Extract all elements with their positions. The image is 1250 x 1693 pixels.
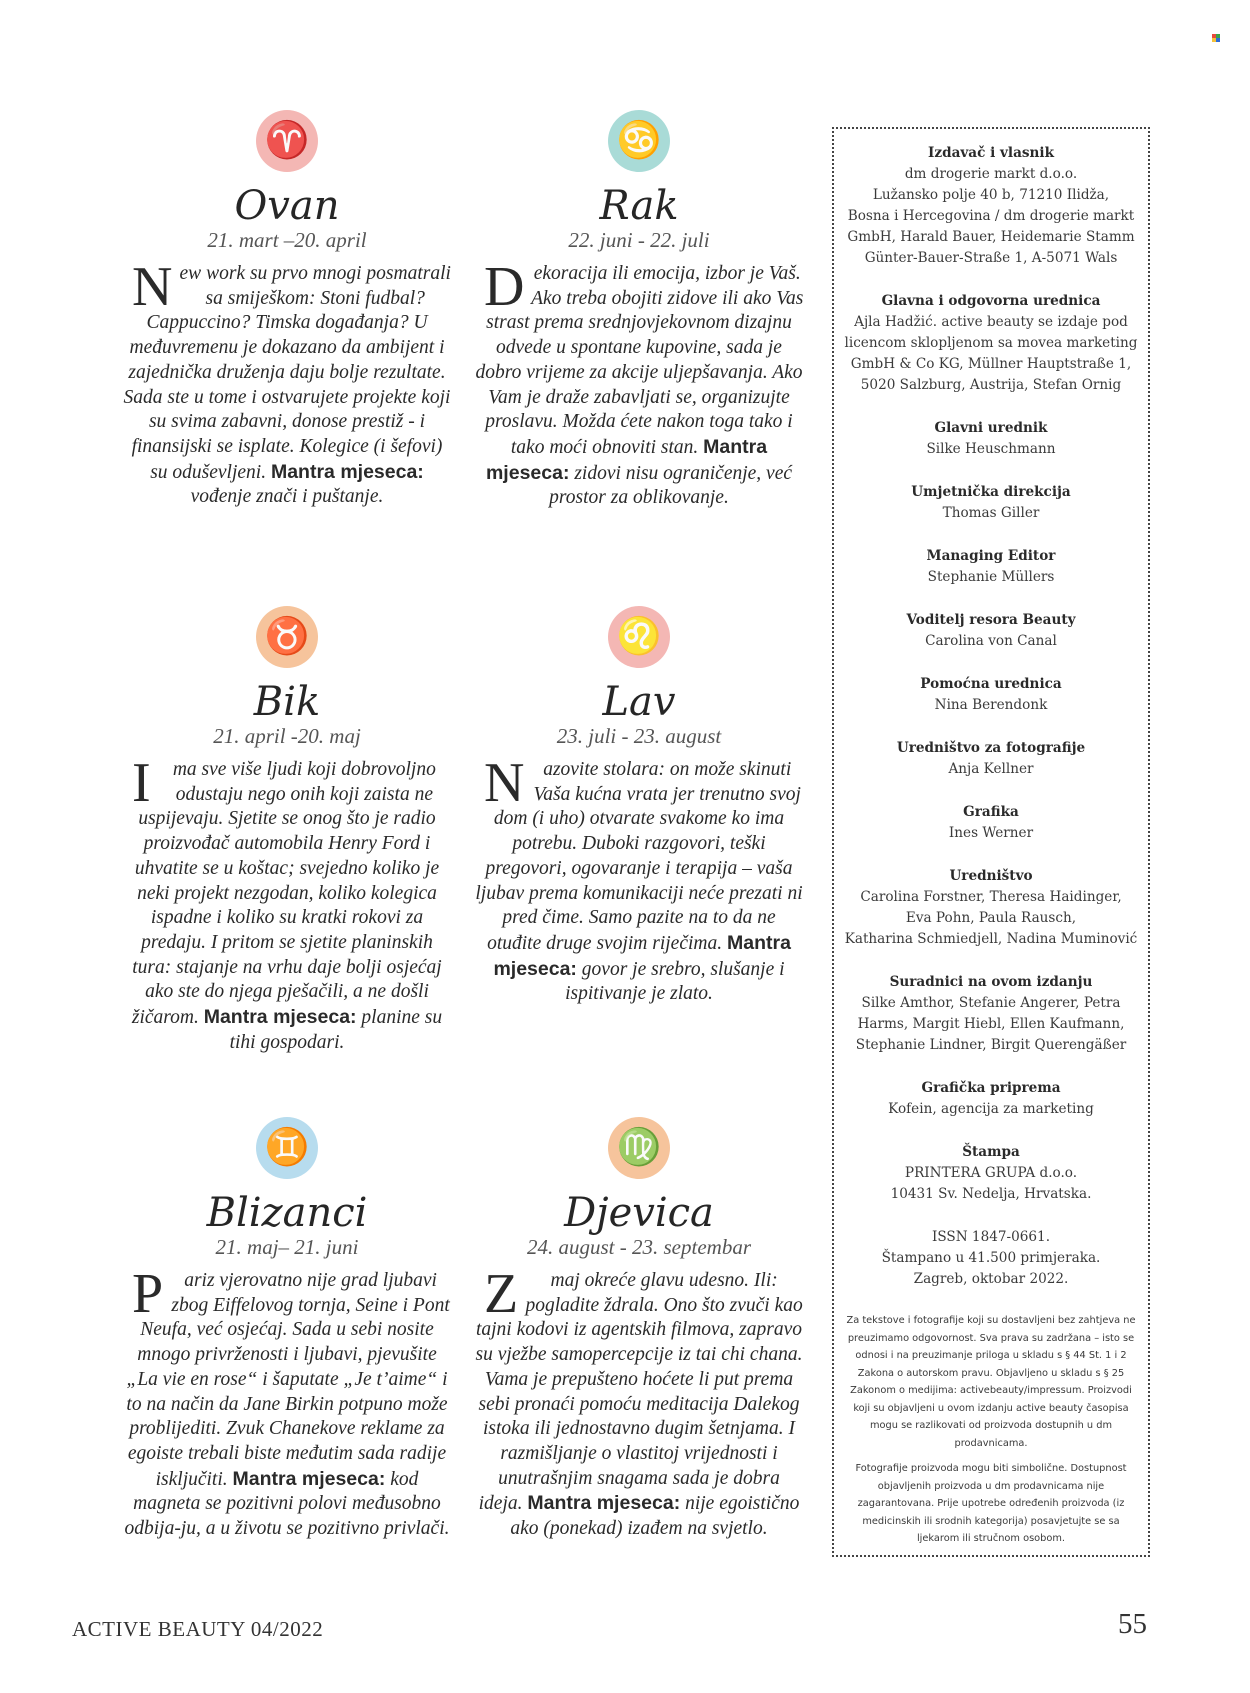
imprint-line: licencom sklopljenom sa movea marketing (844, 335, 1138, 351)
sign-name: Bik (253, 679, 321, 725)
sign-text: Dekoracija ili emocija, izbor je Vaš. Ako treba obojiti zidove ili ako Vas strast prema srednjovjekovnom dizajnu odvede u spontane kupovine, sada je dobro vrijeme za akcije uljepšavanja. Ako Vam je draže zabavljati se, organizujte proslavu. Možda ćete nakon toga tako i tako moći obnoviti stan. Mantra mjeseca: zidovi nisu ograničenje, već prostor za oblikovanje. (475, 256, 804, 509)
imprint-line: Eva Pohn, Paula Rausch, (905, 910, 1077, 926)
mantra-text: vođenje znači i puštanje. (190, 486, 384, 508)
imprint-line: Kofein, agencija za marketing (888, 1101, 1094, 1117)
imprint-line: Harms, Margit Hiebl, Ellen Kaufmann, (857, 1016, 1125, 1032)
sign-text: Nazovite stolara: on može skinuti Vaša kućna vrata jer trenutno svoj dom (i uho) otvarate svakome ko ima potrebu. Duboki razgovori, teški pregovori, ogovaranje i terapija – vaša ljubav prema komunikaciji neće prezati ni pred čime. Samo pazite na to da ne otuđite druge svojim riječima. Mantra mjeseca: govor je srebro, slušanje i ispitivanje je zlato. (475, 752, 803, 1005)
imprint-title: Glavni urednik (934, 420, 1048, 436)
mantra-label: Mantra mjeseca: (527, 1492, 681, 1515)
imprint-line: 10431 Sv. Nedelja, Hrvatska. (890, 1186, 1092, 1202)
imprint-block (834, 1142, 1148, 1205)
imprint-title: Uredništvo (949, 868, 1033, 884)
imprint-title: Umjetnička direkcija (911, 484, 1071, 500)
imprint-block (834, 1227, 1148, 1290)
cancer-icon: ♋ (608, 110, 670, 172)
imprint-line: dm drogerie markt d.o.o. (904, 166, 1078, 182)
imprint-block (834, 738, 1148, 780)
sign-text: P ariz vjerovatno nije grad ljubavi zbog Eiffelovog tornja, Seine i Pont Neufa, već osjećaj. Sada u sebi nosite mnogo privrženosti i ljubavi, pjevušite „La vie en rose“ i šaputate „Je t’aime“ i to na način da Jane Birkin potpuno može problijediti. Zvuk Chanekove reklame za egoiste trebali biste međutim sada radije isključiti. Mantra mjeseca: kod magneta se pozitivni polovi međusobno odbija-ju, a u životu se pozitivno privlači. (124, 1263, 450, 1540)
sign-text: I ma sve više ljudi koji dobrovoljno odustaju nego onih koji zaista ne uspijevaju. Sjetite se onog što je radio proizvođač automobila Henry Ford i uhvatite se u koštac; svejedno koliko je neki projekt nezgodan, koliko kolegica ispadne i koliko su kratki rokovi za predaju. I pritom se sjetite planinskih tura: stajanje na vrhu daje bolji osjećaj ako ste do njega pješačili, a ne došli žičarom. Mantra mjeseca: planine su tihi gospodari. (131, 752, 443, 1053)
sign-bik (122, 606, 452, 1055)
sign-dates: 23. juli - 23. august (556, 724, 722, 748)
imprint-title: Štampa (962, 1144, 1020, 1160)
imprint-block (834, 418, 1148, 460)
imprint-title: Suradnici na ovom izdanju (889, 974, 1093, 990)
imprint-title: Grafika (963, 804, 1019, 820)
imprint-line: Bosna i Hercegovina / dm drogerie markt (847, 208, 1135, 224)
sign-rak (474, 110, 804, 511)
imprint-title: Managing Editor (926, 548, 1056, 564)
imprint-title: Izdavač i vlasnik (928, 145, 1054, 161)
imprint-line: PRINTERA GRUPA d.o.o. (904, 1165, 1078, 1181)
imprint-block (834, 1078, 1148, 1120)
imprint-block (834, 143, 1148, 269)
sign-djevica (474, 1117, 804, 1542)
imprint-line: Thomas Giller (942, 505, 1040, 521)
imprint-line: Günter-Bauer-Straße 1, A-5071 Wals (864, 250, 1118, 266)
imprint-block (834, 802, 1148, 844)
drop-cap: Z (484, 1263, 519, 1325)
imprint-title: Pomoćna urednica (920, 676, 1062, 692)
sign-dates: 22. juni - 22. juli (568, 228, 710, 252)
mantra-text: nije egoistično ako (ponekad) izađem na svjetlo. (510, 1493, 800, 1540)
sign-name: Djevica (564, 1190, 714, 1236)
imprint-line: Zagreb, oktobar 2022. (913, 1271, 1069, 1287)
imprint-block (834, 610, 1148, 652)
taurus-icon: ♉ (256, 606, 318, 668)
imprint-block (834, 866, 1148, 950)
imprint-line: Stephanie Müllers (927, 569, 1055, 585)
imprint-title: Grafička priprema (921, 1080, 1061, 1096)
aries-icon: ♈ (256, 110, 318, 172)
sign-text: New work su prvo mnogi posmatrali sa smiješkom: Stoni fudbal? Cappuccino? Timska događanja? U međuvremenu je dokazano da ambijent i zajednička druženja daju bolje rezultate. Sada ste u tome i ostvarujete projekte koji su svima zabavni, donose prestiž - i finansijski se isplate. Kolegice (i šefovi) su oduševljeni. Mantra mjeseca: vođenje znači i puštanje. (123, 256, 451, 508)
sign-name: Rak (599, 183, 679, 229)
mantra-text: planine su tihi gospodari. (229, 1007, 443, 1053)
imprint-title: Uredništvo za fotografije (896, 740, 1086, 756)
imprint-block (834, 674, 1148, 716)
imprint-line: GmbH, Harald Bauer, Heidemarie Stamm (847, 229, 1135, 245)
imprint-line: Štampano u 41.500 primjeraka. (881, 1250, 1101, 1266)
imprint-block (834, 972, 1148, 1056)
imprint-block (834, 546, 1148, 588)
imprint-list (834, 143, 1148, 1290)
imprint-line: 5020 Salzburg, Austrija, Stefan Ornig (860, 377, 1122, 393)
mantra-text: zidovi nisu ograničenje, već prostor za oblikovanje. (549, 462, 793, 509)
mantra-label: Mantra mjeseca: (203, 1006, 357, 1029)
sign-blizanci (122, 1117, 452, 1542)
disclaimer-text: Fotografije proizvoda mogu biti simbolične. Dostupnost objavljenih proizvoda u dm prodavnicama nije zagarantovana. Prije upotrebe određenih proizvoda (iz medicinskih ili srodnih kategorija) posavjetujte se sa ljekarom ili stručnom osobom. (855, 1463, 1127, 1544)
drop-cap: P (132, 1263, 164, 1325)
sign-name: Lav (602, 679, 676, 725)
gemini-icon: ♊ (256, 1117, 318, 1179)
imprint-line: GmbH & Co KG, Müllner Hauptstraße 1, (850, 356, 1132, 372)
sign-dates: 21. april -20. maj (213, 724, 361, 748)
drop-cap: D (484, 256, 525, 318)
imprint-line: Stephanie Lindner, Birgit Querengäßer (855, 1037, 1127, 1053)
sign-name: Blizanci (206, 1190, 368, 1236)
imprint-line: ISSN 1847-0661. (931, 1229, 1051, 1245)
color-marks (1212, 34, 1222, 44)
page-number: 55 (1118, 1608, 1147, 1640)
imprint-line: Lužansko polje 40 b, 71210 Ilidža, (872, 187, 1110, 203)
imprint-block (834, 291, 1148, 396)
leo-icon: ♌ (608, 606, 670, 668)
drop-cap: N (484, 752, 525, 814)
mantra-label: Mantra mjeseca: (232, 1467, 386, 1490)
sign-ovan (122, 110, 452, 510)
imprint-line: Carolina von Canal (925, 633, 1057, 649)
sign-text: Z maj okreće glavu udesno. Ili: pogladite ždrala. Ono što zvuči kao tajni kodovi iz agentskih filmova, zapravo su vježbe samopercepcije iz tai chi chana. Vama je prepušteno hoćete li put prema sebi pronaći pomoću meditacija Dalekog istoka ili jednostavno dugim šetnjama. I razmišljanje o vlastitoj vrijednosti i unutrašnjim snagama sada je dobra ideja. Mantra mjeseca: nije egoistično ako (ponekad) izađem na svjetlo. (475, 1263, 803, 1540)
sign-dates: 24. august - 23. septembar (527, 1235, 751, 1259)
imprint-line: Silke Heuschmann (926, 441, 1056, 457)
sign-name: Ovan (234, 183, 340, 229)
mantra-label: Mantra mjeseca: (270, 460, 424, 483)
imprint-line: Ines Werner (948, 825, 1034, 841)
imprint-box (832, 127, 1150, 1557)
virgo-icon: ♍ (608, 1117, 670, 1179)
mantra-label: Mantra mjeseca: (485, 435, 768, 484)
imprint-line: Ajla Hadžić. active beauty se izdaje pod (854, 314, 1128, 330)
mantra-text: kod magneta se pozitivni polovi međusobno odbija-ju, a u životu se pozitivno privlači. (124, 1468, 450, 1540)
drop-cap: N (132, 256, 173, 318)
disclaimer-text: Za tekstove i fotografije koji su dostavljeni bez zahtjeva ne preuzimamo odgovornost. Sva prava su zadržana – isto se odnosi i na preuzimanje priloga u skladu s § 44 St. 1 i 2 Zakona o autorskom pravu. Objavljeno u skladu s § 25 Zakonom o medijima: activebeauty/impressum. Proizvodi koji su objavljeni u ovom izdanju active beauty časopisa mogu se razlikovati od proizvoda dostupnih u dm prodavnicama. (846, 1315, 1136, 1449)
imprint-title: Voditelj resora Beauty (906, 612, 1076, 628)
imprint-line: Katharina Schmiedjell, Nadina Muminović (844, 931, 1138, 947)
drop-cap: I (132, 752, 151, 814)
imprint-block (834, 482, 1148, 524)
sign-lav (474, 606, 804, 1007)
sign-dates: 21. mart –20. april (207, 228, 367, 252)
imprint-line: Anja Kellner (948, 761, 1034, 777)
mantra-label: Mantra mjeseca: (493, 931, 791, 980)
imprint-line: Nina Berendonk (934, 697, 1048, 713)
imprint-title: Glavna i odgovorna urednica (881, 293, 1101, 309)
sign-dates: 21. maj– 21. juni (215, 1235, 359, 1259)
imprint-line: Carolina Forstner, Theresa Haidinger, (860, 889, 1122, 905)
mantra-text: govor je srebro, slušanje i ispitivanje je zlato. (565, 958, 785, 1005)
imprint-line: Silke Amthor, Stefanie Angerer, Petra (861, 995, 1121, 1011)
magazine-issue: ACTIVE BEAUTY 04/2022 (72, 1617, 324, 1641)
